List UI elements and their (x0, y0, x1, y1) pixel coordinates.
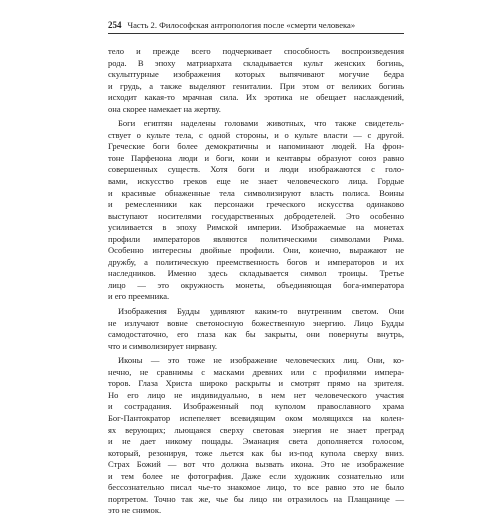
text-line: Боги египтян наделены головами животных, что также свидетель- (118, 118, 404, 129)
text-line: вами, искусство греков еще не знает человеческого лица. Гордые (108, 176, 404, 187)
text-line: усиливается в эпоху Римской империи. Изображаемые на монетах (108, 222, 404, 233)
text-line: Изображения Будды удивляют каким-то внутренним светом. Они (118, 306, 404, 317)
book-page (108, 20, 404, 516)
text-line: не излучают вовне светоносную божественную энергию. Лицо Будды (108, 317, 404, 328)
text-line: тоне Парфенона люди и боги, кони и кентавры образуют союз равно (108, 152, 404, 163)
text-line: рода. В эпоху матриархата складывается культ женских богинь, (108, 57, 404, 68)
text-line: исходит какая-то мрачная сила. Их эротика не обещает наслаждений, (108, 92, 404, 103)
text-line: и ремесленники как персонажи греческого искусства одинаково (108, 199, 404, 210)
text-line: и не дает никому пощады. Эманация света дополняется голосом, (108, 436, 404, 447)
text-line: это не снимок. (108, 505, 162, 516)
running-title: Часть 2. Философская антропология после «смерти человека» (127, 20, 356, 30)
text-line: дружбу, а политическую преемственность богов и императоров и их (108, 256, 404, 267)
text-line: ях верующих; льющаяся сверху световая энергия не знает преград (108, 424, 404, 435)
text-line: Греческие боги более демократичны и напоминают людей. На фрон- (108, 141, 404, 152)
text-line: выступают носителями государственных добродетелей. Это особенно (108, 210, 404, 221)
text-line: Страх Божий — вот что должна вызвать икона. Это не изображение (108, 459, 404, 470)
text-line: она скорее намекает на жертву. (108, 103, 221, 114)
text-line: Особенно интересны двойные профили. Они, конечно, выражают не (108, 245, 404, 256)
paragraph (108, 118, 404, 303)
text-line: и его преемника. (108, 291, 170, 302)
text-line: торов. Глаза Христа широко раскрыты и смотрят прямо на зрителя. (108, 378, 404, 389)
text-line: который, резонируя, тоже льется как бы из-под купола сверху вниз. (108, 447, 404, 458)
running-header (108, 20, 404, 34)
text-line: портретом. Точно так же, чье бы лицо ни отразилось на Плащанице — (108, 493, 404, 504)
text-line: и сострадания. Изображенный под куполом православного храма (108, 401, 404, 412)
paragraph (108, 46, 404, 115)
text-line: Но его лицо не индивидуально, в нем нет человеческого участия (108, 389, 404, 400)
text-line: и красивые обнаженные тела символизируют власть полиса. Воины (108, 187, 404, 198)
text-line: ствует о культе тела, с одной стороны, и о культе власти — с другой. (108, 129, 404, 140)
text-line: лицо — это окружность монеты, объединяющая бога-императора (108, 279, 404, 290)
paragraph (108, 306, 404, 352)
page-body (108, 46, 404, 517)
text-line: что и символизирует нирвану. (108, 340, 217, 351)
text-line: бессознательно писал чье-то знакомое лицо, то все равно это не было (108, 482, 404, 493)
text-line: самодостаточно, его глаза как бы закрыты, они повернуты внутрь, (108, 329, 404, 340)
text-line: тело и прежде всего подчеркивает способность воспроизведения (108, 46, 404, 56)
text-line: профили императоров являются политическими символами Рима. (108, 233, 404, 244)
text-line: совершенных существ. Хотя боги и люди изображаются с голо- (108, 164, 404, 175)
text-line: и тем более не фотография. Даже если художник сознательно или (108, 470, 404, 481)
page-number: 254 (108, 20, 122, 30)
text-line: Иконы — это тоже не изображение человеческих лиц. Они, ко- (118, 355, 404, 366)
text-line: Бог-Пантократор испепеляет всевидящим оком молящихся на колен- (108, 412, 404, 423)
text-line: скульптурные изображения которых выпячивают могучие бедра (108, 69, 404, 80)
text-line: наследников. Именно здесь складывается символ троицы. Третье (108, 268, 404, 279)
text-line: и грудь, а также выделяют гениталии. При этом от великих богинь (108, 80, 404, 91)
text-line: нечно, не сравнимы с масками древних или с профилями импера- (108, 366, 404, 377)
paragraph (108, 355, 404, 517)
